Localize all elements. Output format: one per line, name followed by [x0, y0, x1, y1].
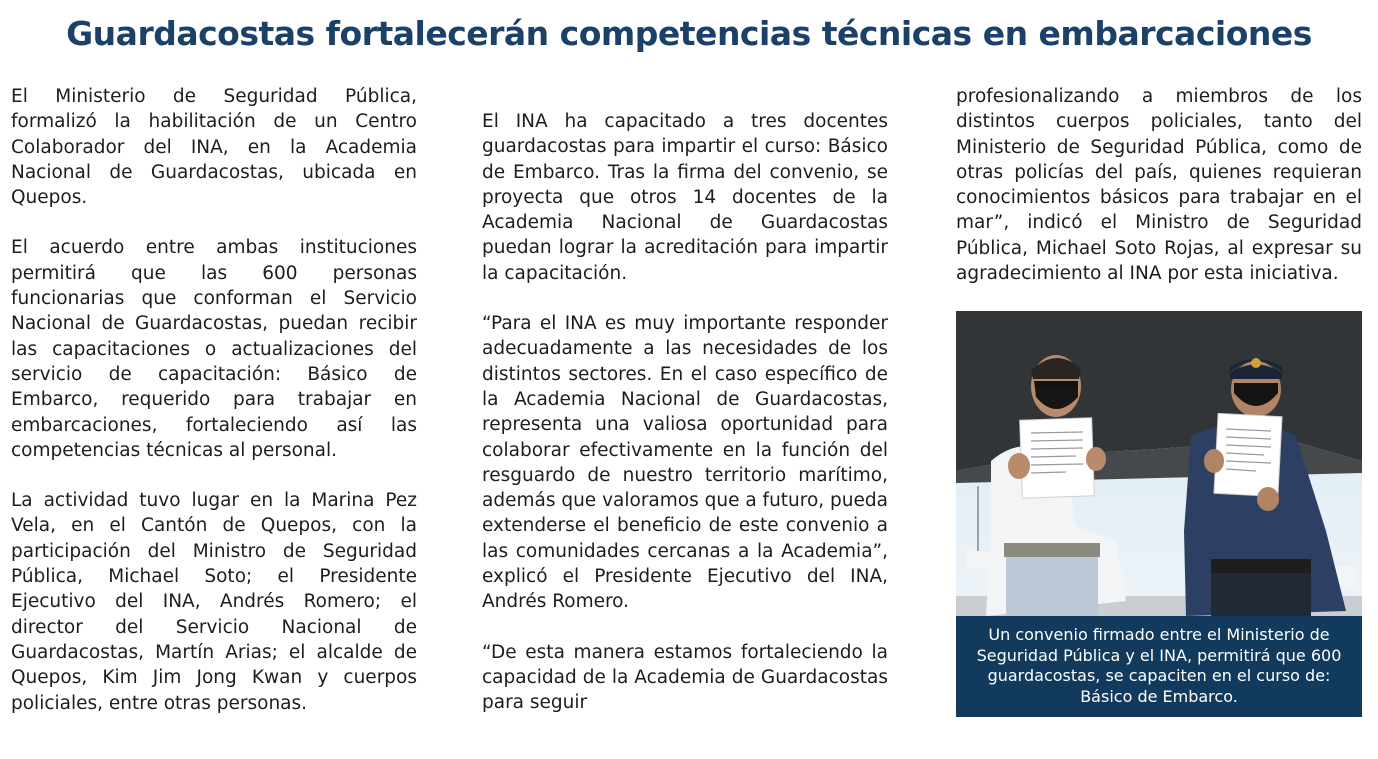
paragraph: El acuerdo entre ambas instituciones permitirá que las 600 personas funcionarias que conforman el Servicio Nacional de Guardacostas, puedan recibir las capacitaciones o actualizaciones del servicio de capacitación: Básico de Embarco, requerido para trabajar en embarcaciones, fortaleciendo así las competencias técnicas al personal. [11, 237, 417, 461]
paragraph: profesionalizando a miembros de los distintos cuerpos policiales, tanto del Ministerio de Seguridad Pública, como de otras policías del país, quienes requieran conocimientos básicos para trabajar en el mar”, indicó el Ministro de Seguridad Pública, Michael Soto Rojas, al expresar su agradecimiento al INA por esta iniciativa. [956, 86, 1362, 285]
photo-caption: Un convenio firmado entre el Ministerio de Seguridad Pública y el INA, permitirá que 600 guardacostas, se capaciten en el curso de: Básico de Embarco. [956, 616, 1362, 717]
paragraph: “De esta manera estamos fortaleciendo la capacidad de la Academia de Guardacostas para seguir [482, 641, 888, 714]
article-title: Guardacostas fortalecerán competencias técnicas en embarcaciones [66, 14, 1312, 53]
paragraph: “Para el INA es muy importante responder adecuadamente a las necesidades de los distintos sectores. En el caso específico de la Academia Nacional de Guardacostas, representa una valiosa oportunidad para colaborar efectivamente en la función del resguardo de nuestro territorio marítimo, además que valoramos que a futuro, pueda extenderse el beneficio de este convenio a las comunidades cercanas a la Academia”, explicó el Presidente Ejecutivo del INA, Andrés Romero. [482, 313, 888, 613]
text-column-2 [482, 109, 888, 741]
text-column-1 [11, 84, 417, 741]
paragraph: El Ministerio de Seguridad Pública, formalizó la habilitación de un Centro Colaborador del INA, en la Academia Nacional de Guardacostas, ubicada en Quepos. [11, 86, 417, 209]
text-column-3 [956, 84, 1362, 311]
signing-photo [956, 311, 1362, 616]
paragraph: El INA ha capacitado a tres docentes guardacostas para impartir el curso: Básico de Embarco. Tras la firma del convenio, se proyecta que otros 14 docentes de la Academia Nacional de Guardacostas puedan lograr la acreditación para impartir la capacitación. [482, 111, 888, 284]
paragraph: La actividad tuvo lugar en la Marina Pez Vela, en el Cantón de Quepos, con la participación del Ministro de Seguridad Pública, Michael Soto; el Presidente Ejecutivo del INA, Andrés Romero; el director del Servicio Nacional de Guardacostas, Martín Arias; el alcalde de Quepos, Kim Jim Jong Kwan y cuerpos policiales, entre otras personas. [11, 490, 417, 714]
